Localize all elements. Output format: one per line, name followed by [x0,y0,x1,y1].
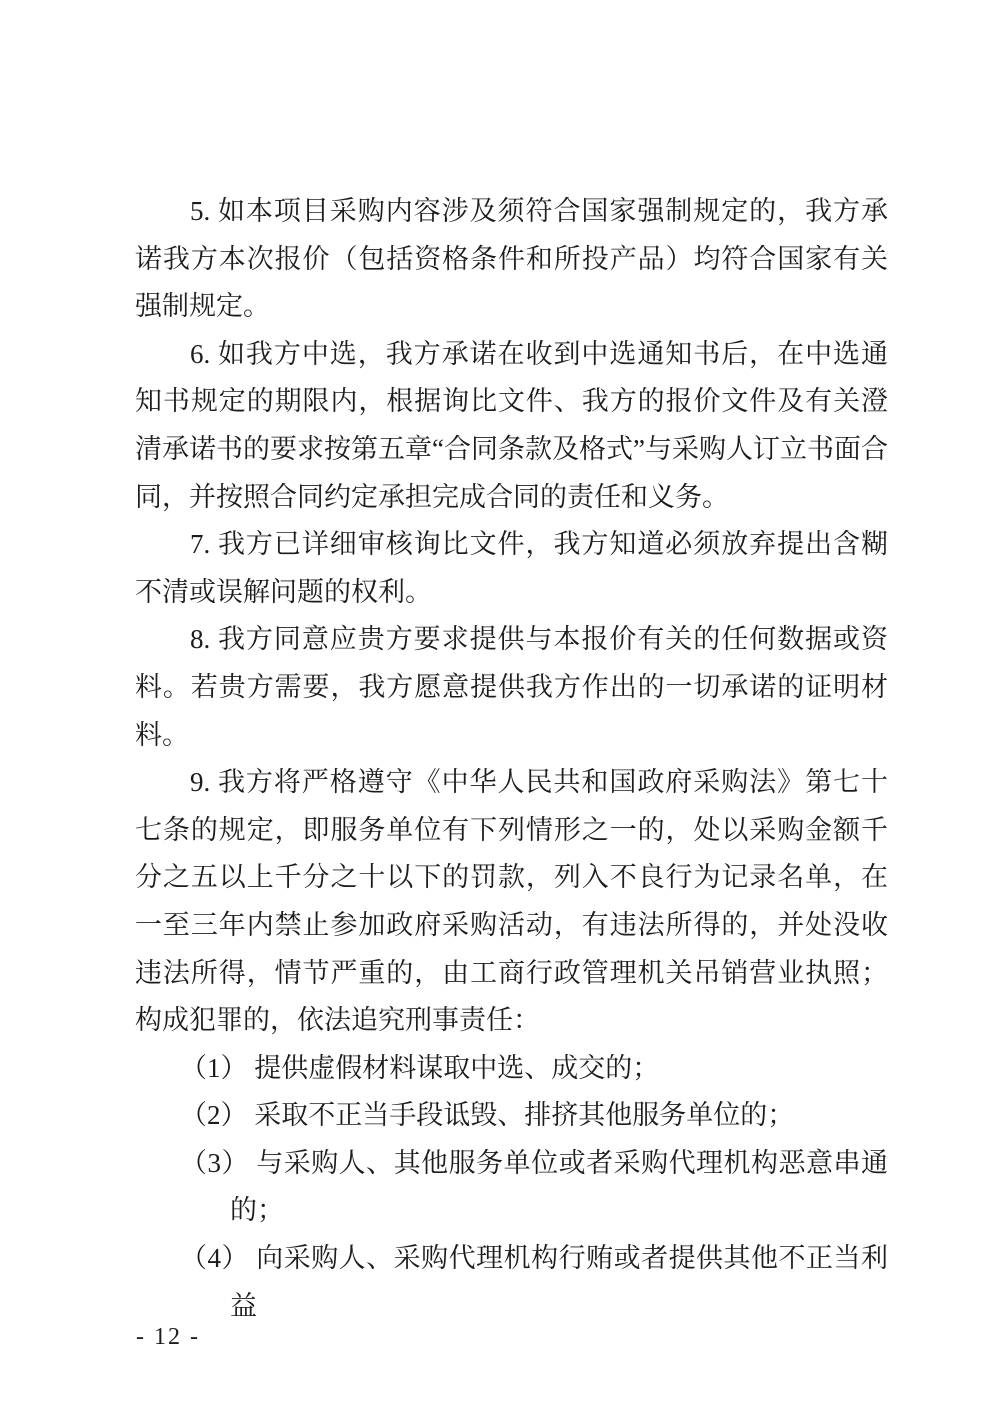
paragraph: 8. 我方同意应贵方要求提供与本报价有关的任何数据或资料。若贵方需要，我方愿意提供我方作出的一切承诺的证明材料。 [135,624,888,750]
list-item: （3） 与采购人、其他服务单位或者采购代理机构恶意串通的； [180,1147,888,1226]
list-item: （4） 向采购人、采购代理机构行贿或者提供其他不正当利益 [180,1243,888,1321]
paragraph: 5. 如本项目采购内容涉及须符合国家强制规定的，我方承诺我方本次报价（包括资格条件和所投产品）均符合国家有关强制规定。 [135,196,888,322]
document-body [135,188,888,1330]
page-number: - 12 - [136,1324,200,1350]
list-item: （2） 采取不正当手段诋毁、排挤其他服务单位的； [180,1100,795,1131]
paragraph: 6. 如我方中选，我方承诺在收到中选通知书后，在中选通知书规定的期限内，根据询比文件、我方的报价文件及有关澄清承诺书的要求按第五章“合同条款及格式”与采购人订立书面合同，并按照合同约定承担完成合同的责任和义务。 [135,338,888,512]
list-item: （1） 提供虚假材料谋取中选、成交的； [180,1052,660,1083]
paragraph: 7. 我方已详细审核询比文件，我方知道必须放弃提出含糊不清或误解问题的权利。 [135,529,888,607]
paragraph: 9. 我方将严格遵守《中华人民共和国政府采购法》第七十七条的规定，即服务单位有下列情形之一的，处以采购金额千分之五以上千分之十以下的罚款，列入不良行为记录名单，在一至三年内禁止参加政府采购活动，有违法所得的，并处没收违法所得，情节严重的，由工商行政管理机关吊销营业执照；构成犯罪的，依法追究刑事责任： [135,767,888,1036]
